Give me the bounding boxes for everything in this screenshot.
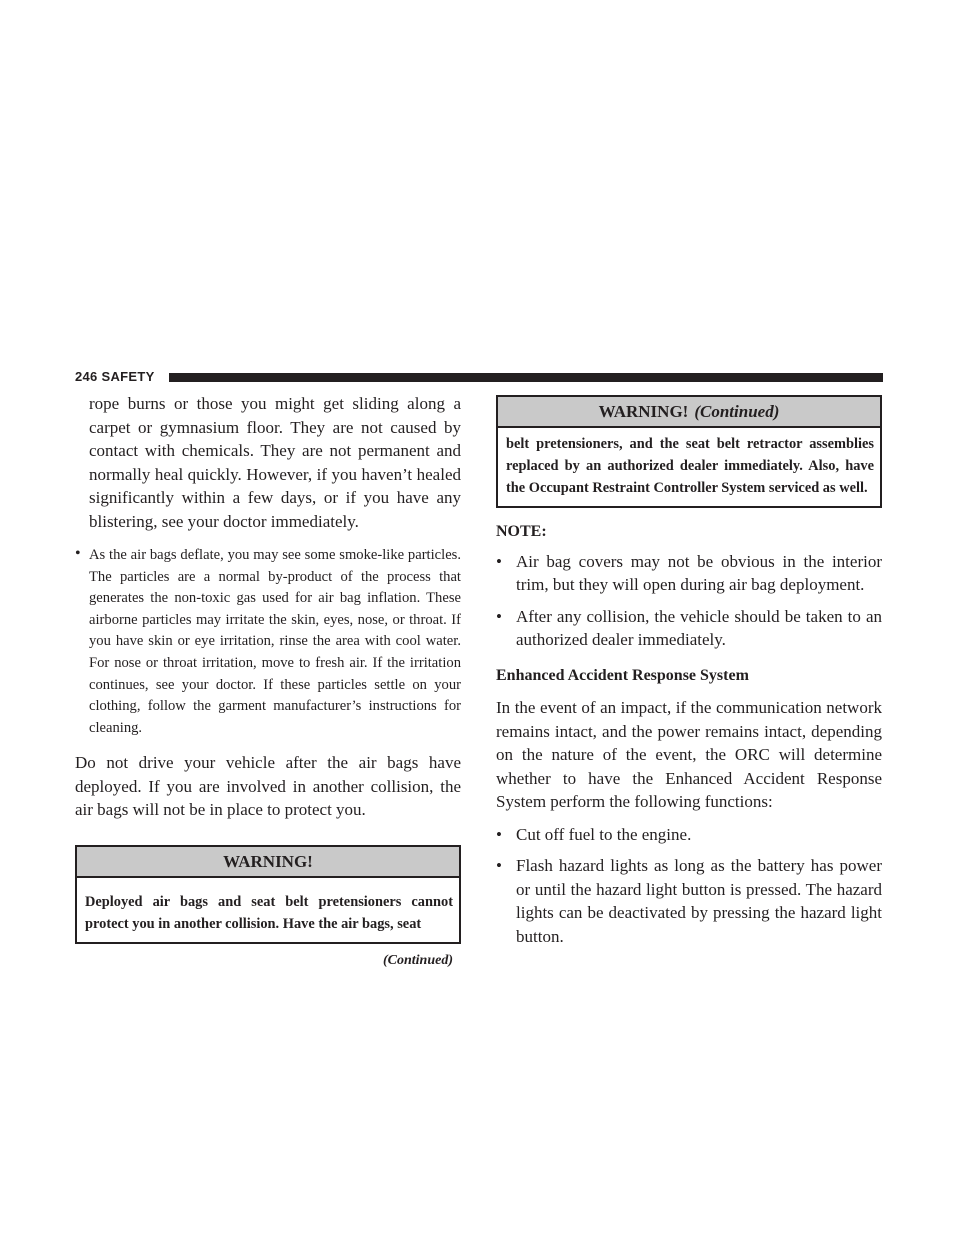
warning-title-text: WARNING! <box>223 851 313 871</box>
do-not-drive-paragraph: Do not drive your vehicle after the air bags have deployed. If you are involved in another collision, the air bags will not be in place to protect you. <box>75 753 461 820</box>
note-bullet-text: After any collision, the vehicle should be taken to an authorized dealer immediately. <box>516 606 882 650</box>
section-title: SAFETY <box>101 369 155 384</box>
page-header <box>75 368 883 386</box>
function-bullet <box>496 854 882 948</box>
bullet-mark: • <box>75 545 81 562</box>
function-bullet-text: Flash hazard lights as long as the battery has power or until the hazard light button is pressed. The hazard lights can be deactivated by pressing the hazard light button. <box>516 856 882 946</box>
bullet-mark: • <box>496 606 502 626</box>
warning-title <box>77 847 459 878</box>
note-bullet <box>496 605 882 652</box>
smoke-bullet <box>75 545 461 739</box>
warning-continued-text: belt pretensioners, and the seat belt retractor assemblies replaced by an authorized dealer immediately. Also, have the Occupant Restraint Controller System serviced as well. <box>506 436 874 496</box>
right-column <box>496 392 882 948</box>
bullet-mark: • <box>496 856 502 876</box>
function-bullet-text: Cut off fuel to the engine. <box>516 824 692 844</box>
note-bullet-text: Air bag covers may not be obvious in the interior trim, but they will open during air bag deployment. <box>516 551 882 595</box>
continued-label: (Continued) <box>382 953 453 969</box>
warning-continued-title <box>498 397 880 428</box>
warning-continued-title-text: WARNING! <box>598 402 689 421</box>
page-number-value: 246 <box>75 369 98 384</box>
warning-continued-label: (Continued) <box>694 402 780 421</box>
section-heading: Enhanced Accident Response System <box>496 666 749 684</box>
function-bullet <box>496 823 882 847</box>
section-paragraph: In the event of an impact, if the communication network remains intact, and the power remains intact, depending on the nature of the event, the ORC will determine whether to have the Enhanced Accident Response System perform the following functions: <box>496 698 882 812</box>
note-label: NOTE: <box>496 523 547 541</box>
smoke-bullet-text: As the air bags deflate, you may see some smoke-like particles. The particles are a normal by-product of the process that generates the non-toxic gas used for air bag inflation. These airborne particles may irritate the skin, eyes, nose, or throat. If you have skin or eye irritation, rinse the area with cool water. For nose or throat irritation, move to fresh air. If the irritation continues, see your doctor. If these particles settle on your clothing, follow the garment manufacturer’s instructions for cleaning. <box>89 547 461 736</box>
left-column <box>75 392 461 969</box>
intro-paragraph: rope burns or those you might get sliding along a carpet or gymnasium floor. They are not caused by contact with chemicals. They are not permanent and normally heal quickly. However, if you haven’t healed significantly within a few days, or if you have any blistering, see your doctor immediately. <box>89 394 461 531</box>
page-number <box>75 369 155 384</box>
warning-box <box>75 845 461 945</box>
note-bullet <box>496 550 882 597</box>
warning-text: Deployed air bags and seat belt pretensioners cannot protect you in another collision. Have the air bags, seat <box>85 893 453 932</box>
header-rule <box>169 373 883 382</box>
bullet-mark: • <box>496 551 502 571</box>
warning-continued-box <box>496 395 882 508</box>
bullet-mark: • <box>496 824 502 844</box>
